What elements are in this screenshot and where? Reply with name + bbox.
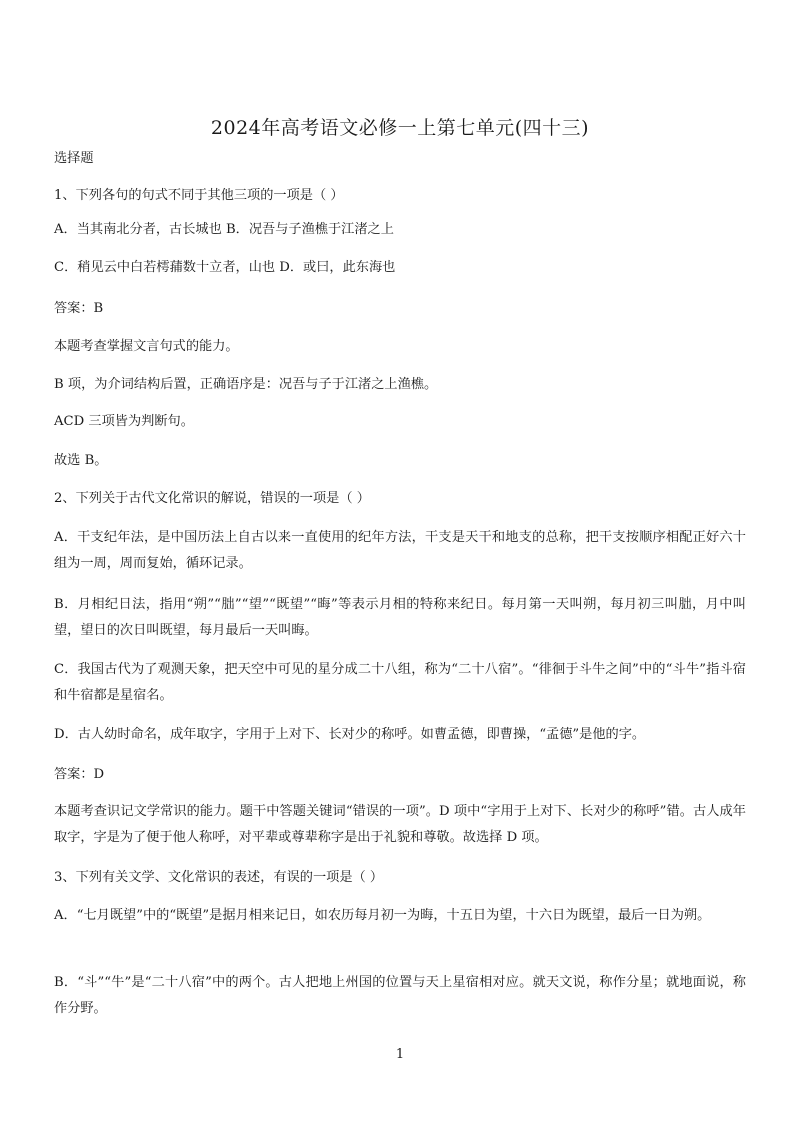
document-title: 2024年高考语文必修一上第七单元(四十三)	[210, 117, 590, 139]
section-heading: 选择题	[54, 151, 94, 166]
page-number: 1	[395, 1047, 405, 1062]
question-3-option-b: B．“斗”“牛”是“二十八宿”中的两个。古人把地上州国的位置与天上星宿相对应。就天文说，称作分星；就地面说，称作分野。	[54, 975, 746, 1016]
question-3-stem: 3、下列有关文学、文化常识的表述，有误的一项是（ ）	[54, 870, 384, 885]
question-1-options-cd: C．稍见云中白若樗蒱数十立者，山也 D．或曰，此东海也	[54, 260, 396, 275]
question-1-options-ab: A．当其南北分者，古长城也 B．况吾与子渔樵于江渚之上	[54, 222, 394, 237]
question-1-explanation: B 项，为介词结构后置，正确语序是：况吾与子于江渚之上渔樵。	[54, 377, 438, 392]
question-2-option-d: D．古人幼时命名，成年取字，字用于上对下、长对少的称呼。如曹孟德，即曹操，“孟德”是他的字。	[54, 727, 646, 742]
question-2-stem: 2、下列关于古代文化常识的解说，错误的一项是（ ）	[54, 491, 370, 506]
question-2-option-c: C．我国古代为了观测天象，把天空中可见的星分成二十八组，称为“二十八宿”。“徘徊于斗牛之间”中的“斗牛”指斗宿和牛宿都是星宿名。	[54, 662, 746, 703]
question-1-answer: 答案：B	[54, 301, 104, 316]
question-1-explanation: ACD 三项皆为判断句。	[54, 414, 194, 429]
question-1-stem: 1、下列各句的句式不同于其他三项的一项是（ ）	[54, 188, 344, 203]
question-2-option-b: B．月相纪日法，指用“朔”“朏”“望”“既望”“晦”等表示月相的特称来纪日。每月第一天叫朔，每月初三叫朏，月中叫望，望日的次日叫既望，每月最后一天叫晦。	[54, 597, 746, 638]
question-3-option-a: A．“七月既望”中的“既望”是据月相来记日，如农历每月初一为晦，十五日为望，十六日为既望，最后一日为朔。	[54, 908, 711, 923]
question-2-answer: 答案：D	[54, 767, 105, 782]
question-1-explanation: 故选 B。	[54, 453, 108, 468]
question-2-explanation: 本题考查识记文学常识的能力。题干中答题关键词“错误的一项”。D 项中“字用于上对下、长对少的称呼”错。古人成年取字，字是为了便于他人称呼，对平辈或尊辈称字是出于礼貌和尊敬。故选择 D 项。	[54, 804, 746, 845]
question-1-explanation: 本题考查掌握文言句式的能力。	[54, 339, 239, 354]
question-2-option-a: A．干支纪年法，是中国历法上自古以来一直使用的纪年方法，干支是天干和地支的总称，把干支按顺序相配正好六十组为一周，周而复始，循环记录。	[54, 530, 746, 571]
